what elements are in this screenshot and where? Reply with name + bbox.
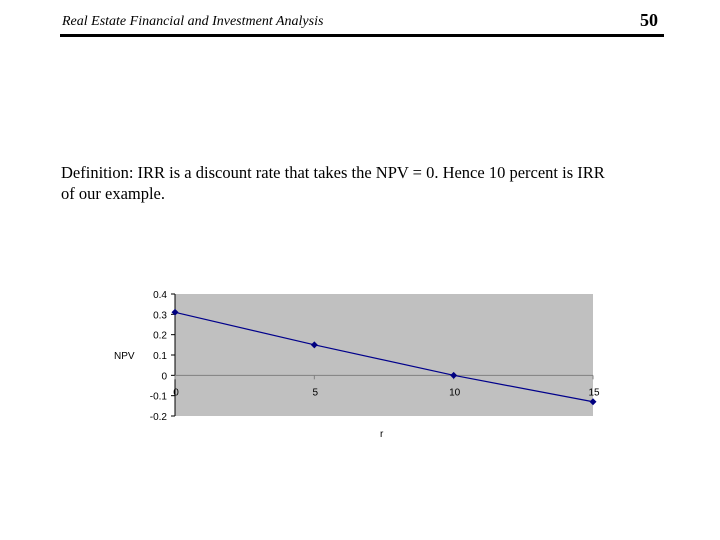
y-tick-label: 0	[161, 371, 167, 383]
y-tick-label: 0.1	[153, 351, 167, 362]
x-tick-label: 10	[449, 387, 461, 399]
y-axis-label: NPV	[114, 351, 135, 362]
y-tick-label: 0.4	[153, 290, 167, 301]
y-tick-label: 0.2	[153, 330, 167, 342]
x-tick-label: 0	[173, 387, 179, 399]
y-tick-label: -0.1	[149, 391, 167, 403]
x-tick-label: 15	[588, 387, 600, 399]
header-title: Real Estate Financial and Investment Analysis	[62, 14, 324, 29]
x-axis-label: r	[380, 429, 384, 440]
y-ticks	[150, 290, 175, 423]
plot-area	[175, 294, 593, 416]
definition-line-1: Definition: IRR is a discount rate that takes the NPV = 0. Hence 10 percent is IRR	[61, 163, 605, 182]
page-number: 50	[640, 10, 658, 30]
x-tick-label: 5	[312, 387, 319, 399]
y-tick-label: 0.3	[153, 310, 167, 322]
y-tick-label: -0.2	[149, 412, 167, 423]
definition-line-2: of our example.	[61, 184, 166, 203]
